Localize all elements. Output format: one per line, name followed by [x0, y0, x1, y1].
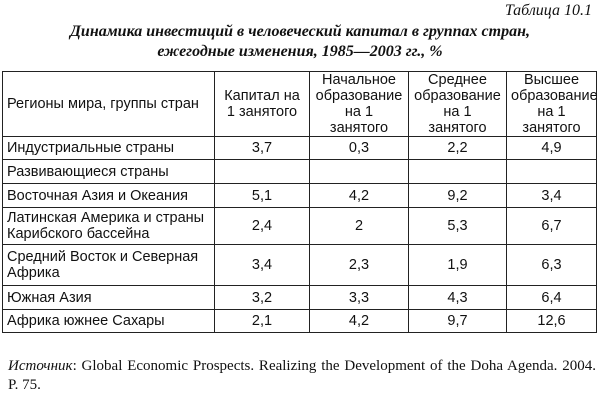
table-row	[3, 286, 597, 310]
column-header-capital: Капитал на 1 занятого	[215, 72, 310, 137]
secondary-cell: 5,3	[409, 208, 507, 245]
source-note	[8, 357, 596, 395]
table-row	[3, 160, 597, 184]
higher-cell: 4,9	[507, 137, 597, 160]
table-number-label: Таблица 10.1	[504, 2, 592, 19]
capital-cell: 5,1	[215, 184, 310, 208]
region-cell: Южная Азия	[3, 286, 215, 310]
higher-cell: 6,7	[507, 208, 597, 245]
region-cell: Африка южнее Сахары	[3, 310, 215, 333]
table-row	[3, 184, 597, 208]
capital-cell: 3,4	[215, 245, 310, 286]
source-text: : Global Economic Prospects. Realizing the Development of the Doha Agenda. 2004. P. 75.	[8, 358, 596, 393]
capital-cell: 3,2	[215, 286, 310, 310]
capital-cell: 3,7	[215, 137, 310, 160]
capital-cell	[215, 160, 310, 184]
secondary-cell: 2,2	[409, 137, 507, 160]
secondary-cell	[409, 160, 507, 184]
secondary-cell: 1,9	[409, 245, 507, 286]
investment-table	[2, 71, 597, 333]
primary-cell: 2,3	[310, 245, 409, 286]
capital-cell: 2,4	[215, 208, 310, 245]
region-cell: Индустриальные страны	[3, 137, 215, 160]
table-row	[3, 208, 597, 245]
higher-cell	[507, 160, 597, 184]
region-cell: Средний Восток и Северная Африка	[3, 245, 215, 286]
table-title-line-2: ежегодные изменения, 1985—2003 гг., %	[157, 43, 443, 60]
table-header-row	[3, 72, 597, 137]
table-title-line-1: Динамика инвестиций в человеческий капитал в группах стран,	[70, 23, 530, 40]
table-row	[3, 245, 597, 286]
secondary-cell: 4,3	[409, 286, 507, 310]
primary-cell: 2	[310, 208, 409, 245]
higher-cell: 6,4	[507, 286, 597, 310]
primary-cell: 0,3	[310, 137, 409, 160]
column-header-higher-education: Высшее образование на 1 занятого	[507, 72, 597, 137]
column-header-primary-education: Начальное образование на 1 занятого	[310, 72, 409, 137]
higher-cell: 3,4	[507, 184, 597, 208]
column-header-region: Регионы мира, группы стран	[3, 72, 215, 137]
capital-cell: 2,1	[215, 310, 310, 333]
source-label: Источник	[8, 358, 73, 374]
higher-cell: 6,3	[507, 245, 597, 286]
secondary-cell: 9,7	[409, 310, 507, 333]
secondary-cell: 9,2	[409, 184, 507, 208]
primary-cell	[310, 160, 409, 184]
higher-cell: 12,6	[507, 310, 597, 333]
region-cell: Латинская Америка и страны Карибского бассейна	[3, 208, 215, 245]
region-cell: Восточная Азия и Океания	[3, 184, 215, 208]
column-header-secondary-education: Среднее образование на 1 занятого	[409, 72, 507, 137]
primary-cell: 4,2	[310, 184, 409, 208]
primary-cell: 4,2	[310, 310, 409, 333]
region-cell: Развивающиеся страны	[3, 160, 215, 184]
table-row	[3, 137, 597, 160]
table-row	[3, 310, 597, 333]
primary-cell: 3,3	[310, 286, 409, 310]
